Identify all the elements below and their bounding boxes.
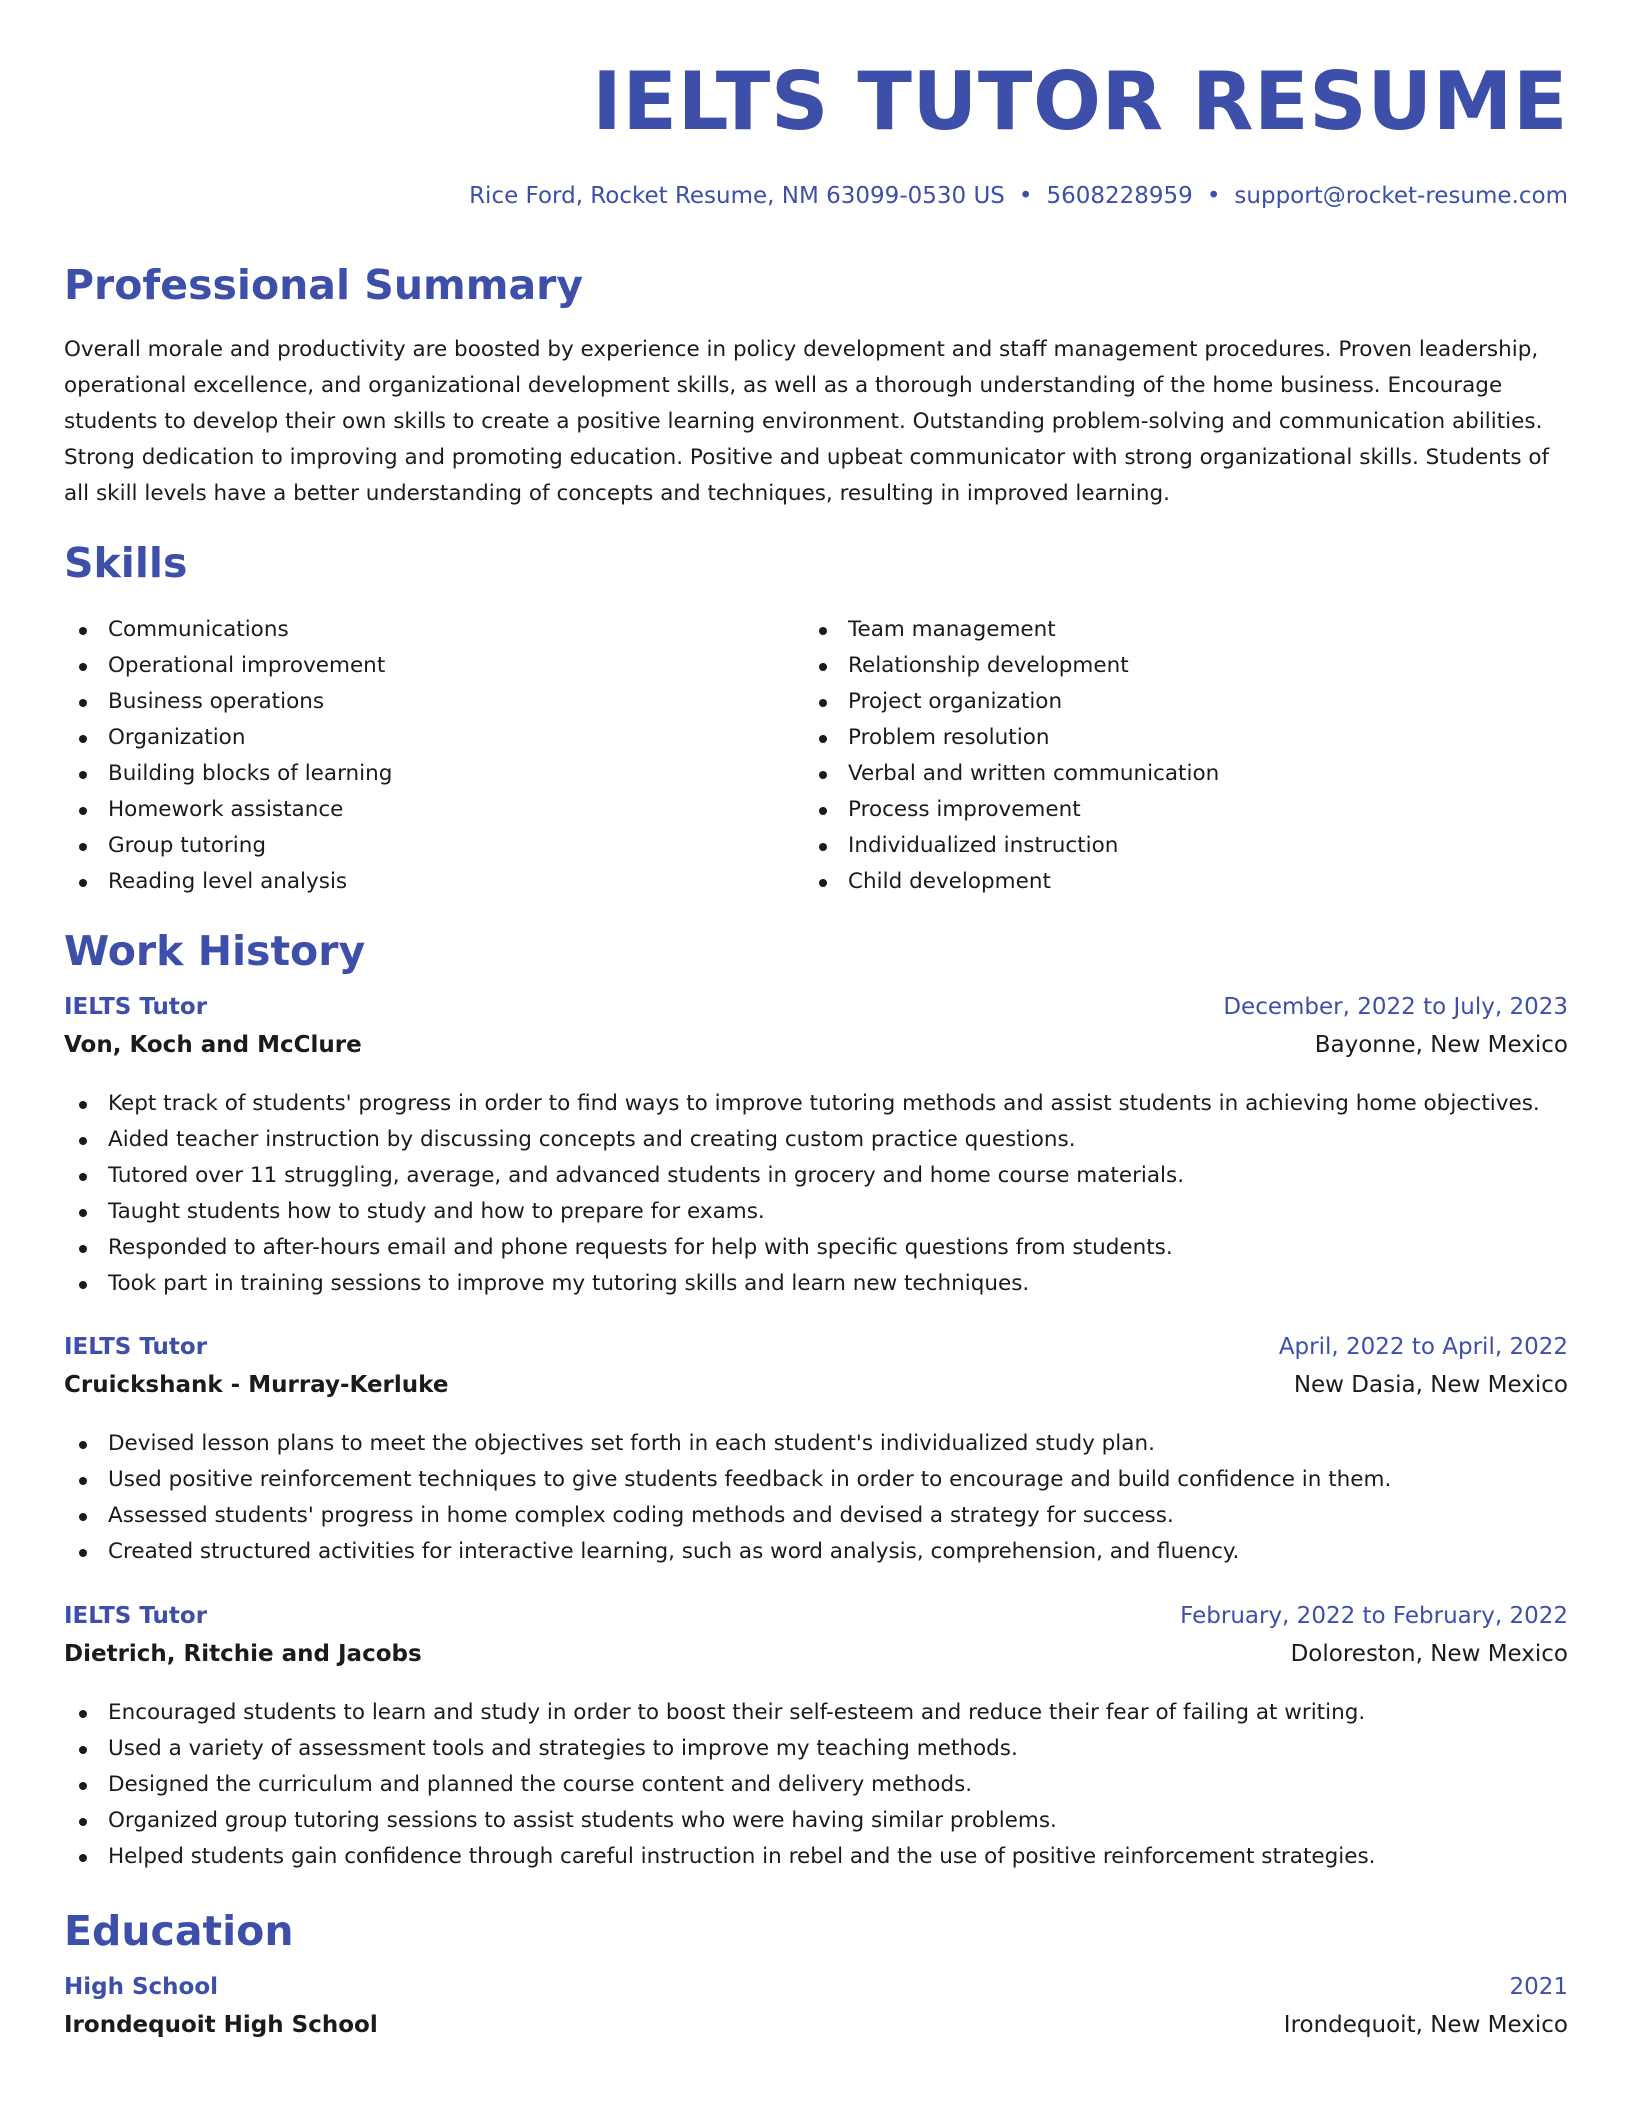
job-bullet: Designed the curriculum and planned the course content and delivery methods. <box>64 1767 1568 1803</box>
education-degree: High School <box>64 1974 219 2000</box>
skills-column-right <box>804 612 1544 900</box>
education-entry <box>64 1974 1568 2050</box>
skill-item: Homework assistance <box>64 792 804 828</box>
job-title: IELTS Tutor <box>64 1603 208 1629</box>
job-bullets <box>64 1695 1568 1875</box>
skill-item: Organization <box>64 720 804 756</box>
contact-separator: • <box>1206 183 1221 209</box>
summary-text: Overall morale and productivity are boosted by experience in policy development and staff management procedures. Proven leadership, operational excellence, and organizational development skills, as well as a thorough understanding of the home business. Encourage students to develop their own skills to create a positive learning environment. Outstanding problem-solving and communication abilities. Strong dedication to improving and promoting education. Positive and upbeat communicator with strong organizational skills. Students of all skill levels have a better understanding of concepts and techniques, resulting in improved learning. <box>64 337 1550 506</box>
skill-item: Group tutoring <box>64 828 804 864</box>
job-dates: December, 2022 to July, 2023 <box>1223 994 1568 1020</box>
job-bullet: Kept track of students' progress in order to find ways to improve tutoring methods and assist students in achieving home objectives. <box>64 1086 1568 1122</box>
summary-heading: Professional Summary <box>64 261 584 309</box>
job-subheader <box>64 1372 1568 1410</box>
job-bullet: Aided teacher instruction by discussing concepts and creating custom practice questions. <box>64 1122 1568 1158</box>
skill-item: Child development <box>804 864 1544 900</box>
job-bullet: Responded to after-hours email and phone requests for help with specific questions from students. <box>64 1230 1568 1266</box>
job-bullet: Assessed students' progress in home complex coding methods and devised a strategy for success. <box>64 1498 1568 1534</box>
job-dates: February, 2022 to February, 2022 <box>1180 1603 1568 1629</box>
contact-phone[interactable]: 5608228959 <box>1046 183 1193 209</box>
skill-item: Project organization <box>804 684 1544 720</box>
skills-heading: Skills <box>64 539 188 587</box>
education-header <box>64 1974 1568 2012</box>
resume-title: IELTS TUTOR RESUME <box>592 55 1568 148</box>
skill-item: Communications <box>64 612 804 648</box>
contact-address: Rice Ford, Rocket Resume, NM 63099-0530 US <box>469 183 1005 209</box>
job-bullets <box>64 1426 1568 1570</box>
job-header <box>64 1334 1568 1372</box>
skills-column-left <box>64 612 804 900</box>
job-location: Bayonne, New Mexico <box>1314 1032 1568 1058</box>
contact-email[interactable]: support@rocket-resume.com <box>1234 183 1568 209</box>
education-subheader <box>64 2012 1568 2050</box>
contact-line <box>469 180 1568 212</box>
job-title: IELTS Tutor <box>64 994 208 1020</box>
skill-item: Relationship development <box>804 648 1544 684</box>
job-dates: April, 2022 to April, 2022 <box>1278 1334 1568 1360</box>
job-bullet: Used a variety of assessment tools and strategies to improve my teaching methods. <box>64 1731 1568 1767</box>
job-company: Cruickshank - Murray-Kerluke <box>64 1372 449 1398</box>
job-bullet: Organized group tutoring sessions to assist students who were having similar problems. <box>64 1803 1568 1839</box>
skill-item: Team management <box>804 612 1544 648</box>
job-entry <box>64 1334 1568 1570</box>
job-bullet: Taught students how to study and how to prepare for exams. <box>64 1194 1568 1230</box>
skill-item: Operational improvement <box>64 648 804 684</box>
job-bullet: Tutored over 11 struggling, average, and advanced students in grocery and home course materials. <box>64 1158 1568 1194</box>
job-company: Dietrich, Ritchie and Jacobs <box>64 1641 422 1667</box>
skill-item: Reading level analysis <box>64 864 804 900</box>
contact-separator: • <box>1018 183 1033 209</box>
skill-item: Process improvement <box>804 792 1544 828</box>
job-bullet: Took part in training sessions to improve my tutoring skills and learn new techniques. <box>64 1266 1568 1302</box>
job-company: Von, Koch and McClure <box>64 1032 362 1058</box>
job-bullet: Used positive reinforcement techniques to give students feedback in order to encourage and build confidence in them. <box>64 1462 1568 1498</box>
job-subheader <box>64 1032 1568 1070</box>
work-history-heading: Work History <box>64 927 366 975</box>
skills-list <box>64 612 1568 900</box>
skill-item: Building blocks of learning <box>64 756 804 792</box>
education-heading: Education <box>64 1907 294 1955</box>
job-subheader <box>64 1641 1568 1679</box>
education-school: Irondequoit High School <box>64 2012 378 2038</box>
skill-item: Problem resolution <box>804 720 1544 756</box>
skill-item: Individualized instruction <box>804 828 1544 864</box>
job-location: New Dasia, New Mexico <box>1293 1372 1568 1398</box>
skill-item: Business operations <box>64 684 804 720</box>
job-bullet: Encouraged students to learn and study in order to boost their self-esteem and reduce their fear of failing at writing. <box>64 1695 1568 1731</box>
job-header <box>64 994 1568 1032</box>
job-header <box>64 1603 1568 1641</box>
education-location: Irondequoit, New Mexico <box>1283 2012 1568 2038</box>
skill-item: Verbal and written communication <box>804 756 1544 792</box>
job-bullets <box>64 1086 1568 1302</box>
job-entry <box>64 1603 1568 1875</box>
job-bullet: Created structured activities for interactive learning, such as word analysis, comprehension, and fluency. <box>64 1534 1568 1570</box>
job-bullet: Devised lesson plans to meet the objectives set forth in each student's individualized study plan. <box>64 1426 1568 1462</box>
job-title: IELTS Tutor <box>64 1334 208 1360</box>
education-year: 2021 <box>1509 1974 1568 2000</box>
job-entry <box>64 994 1568 1302</box>
job-location: Doloreston, New Mexico <box>1290 1641 1568 1667</box>
job-bullet: Helped students gain confidence through careful instruction in rebel and the use of positive reinforcement strategies. <box>64 1839 1568 1875</box>
